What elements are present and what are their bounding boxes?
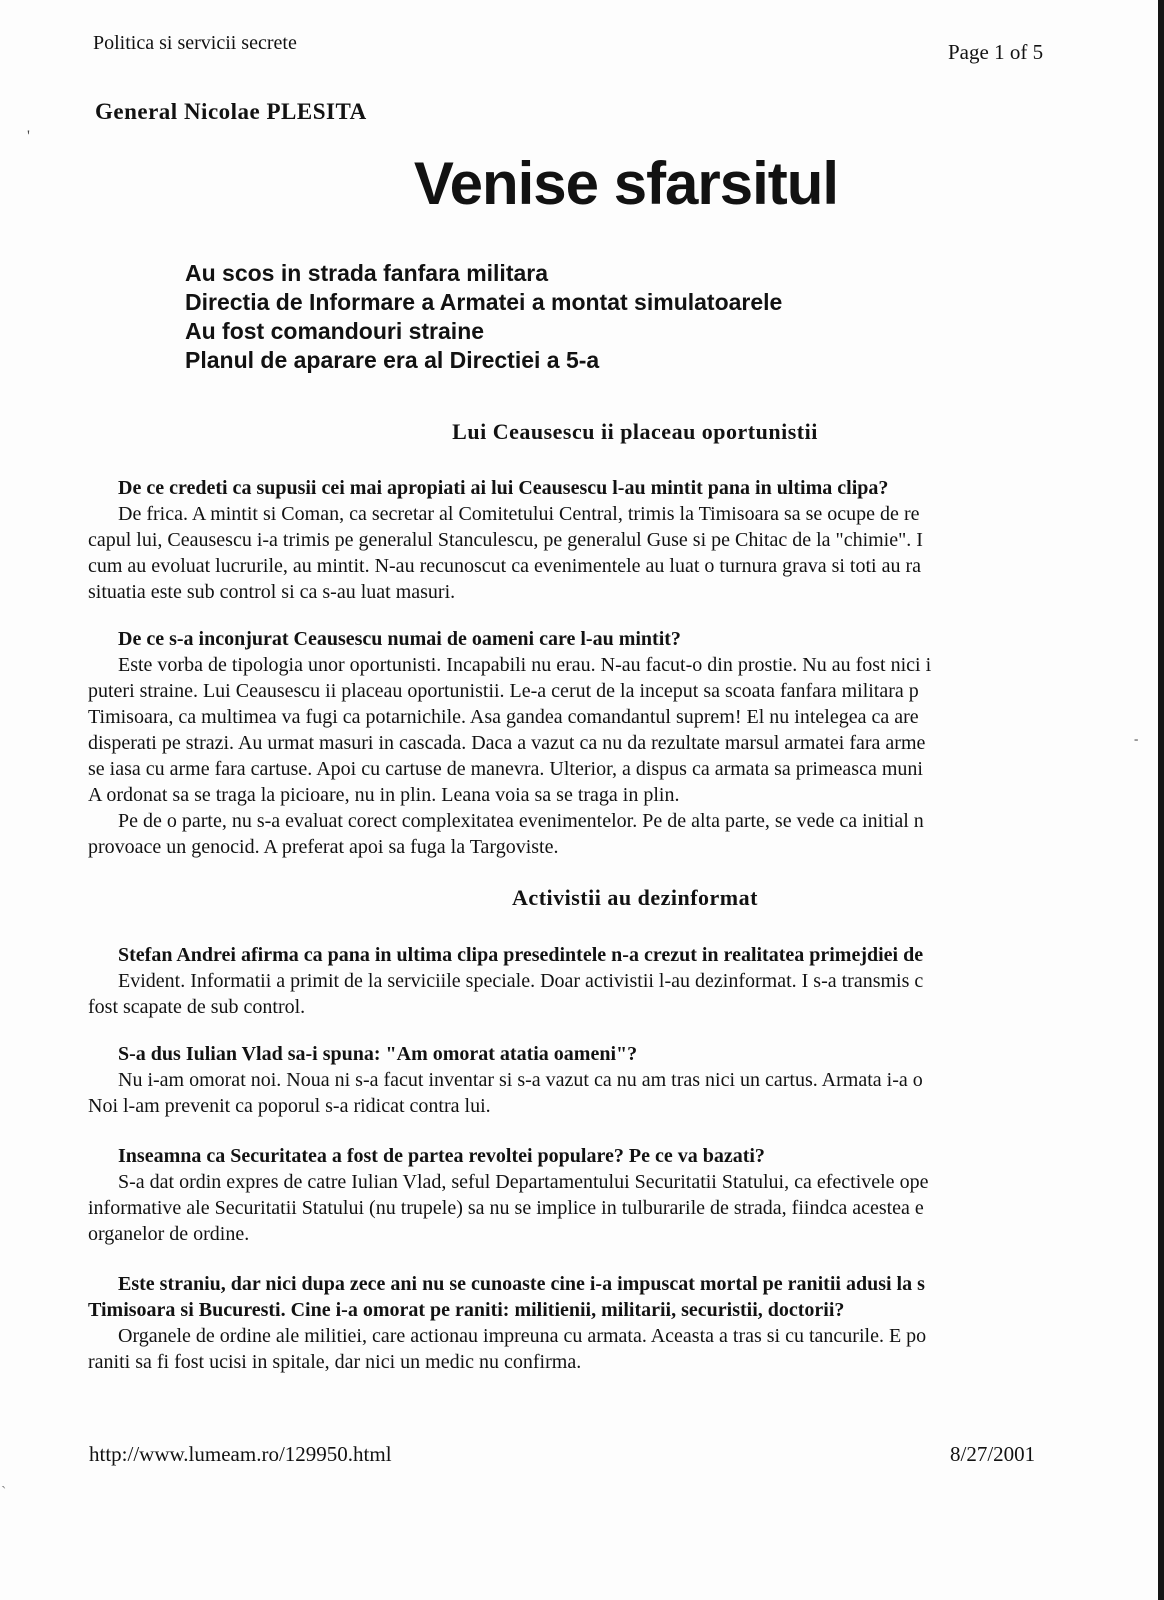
answer-line: Nu i-am omorat noi. Noua ni s-a facut inventar si s-a vazut ca nu am tras nici un cartus. Armata i-a o [118, 1069, 923, 1091]
answer-line: provoace un genocid. A preferat apoi sa fuga la Targoviste. [88, 836, 559, 858]
question: De ce credeti ca supusii cei mai apropiati ai lui Ceausescu l-au mintit pana in ultima clipa? [118, 477, 889, 499]
answer-line: se iasa cu arme fara cartuse. Apoi cu cartuse de manevra. Ulterior, a dispus ca armata sa primeasca muni [88, 758, 923, 780]
answer-line: disperati pe strazi. Au urmat masuri in cascada. Daca a vazut ca nu da rezultate marsul armatei fara arme [88, 732, 926, 754]
answer-line: Pe de o parte, nu s-a evaluat corect complexitatea evenimentelor. Pe de alta parte, se vede ca initial n [118, 810, 924, 832]
answer-line: Este vorba de tipologia unor oportunisti. Incapabili nu erau. N-au facut-o din prostie. Nu au fost nici i [118, 654, 932, 676]
answer [88, 1323, 1050, 1375]
subtitle-line: Au fost comandouri straine [185, 318, 485, 344]
question-line: Timisoara si Bucuresti. Cine i-a omorat pe raniti: militienii, militarii, securistii, doctorii? [88, 1299, 845, 1321]
running-header-title: Politica si servicii secrete [93, 32, 297, 54]
answer [88, 652, 1050, 808]
answer-line: Timisoara, ca multimea va fugi ca potarnichile. Asa gandea comandantul suprem! El nu intelegea ca are [88, 706, 919, 728]
answer [88, 501, 1050, 605]
answer [88, 1169, 1050, 1247]
subtitle-line: Planul de aparare era al Directiei a 5-a [185, 347, 600, 373]
source-url: http://www.lumeam.ro/129950.html [89, 1442, 392, 1466]
scan-artifact-speck: ' [27, 128, 30, 145]
answer-line: raniti sa fi fost ucisi in spitale, dar nici un medic nu confirma. [88, 1351, 582, 1373]
answer-line: fost scapate de sub control. [88, 996, 306, 1018]
question: Inseamna ca Securitatea a fost de partea revoltei populare? Pe ce va bazati? [118, 1145, 765, 1167]
answer-line: cum au evoluat lucrurile, au mintit. N-au recunoscut ca evenimentele au luat o turnura grava si toti au ra [88, 555, 922, 577]
answer-line: S-a dat ordin expres de catre Iulian Vlad, seful Departamentului Securitatii Statului, ca efectivele ope [118, 1171, 929, 1193]
answer-line: capul lui, Ceausescu i-a trimis pe generalul Stanculescu, pe generalul Guse si pe Chitac de la "chimie". I [88, 529, 923, 551]
answer-line: De frica. A mintit si Coman, ca secretar al Comitetului Central, trimis la Timisoara sa se ocupe de re [118, 503, 920, 525]
answer [88, 1067, 1050, 1119]
answer [88, 968, 1050, 1020]
print-date: 8/27/2001 [950, 1442, 1036, 1466]
scan-edge-strip [1158, 0, 1164, 1600]
section-heading: Activistii au dezinformat [512, 885, 758, 910]
page-number: Page 1 of 5 [948, 40, 1044, 64]
scan-artifact-speck: ` [1, 1484, 7, 1501]
answer-line: informative ale Securitatii Statului (nu trupele) sa nu se implice in tulburarile de strada, fiindca acestea e [88, 1197, 924, 1219]
question-line: Este straniu, dar nici dupa zece ani nu se cunoaste cine i-a impuscat mortal pe ranitii adusi la s [118, 1273, 925, 1295]
answer-paragraph [88, 808, 1050, 860]
subtitle-list [185, 259, 782, 375]
section-heading: Lui Ceausescu ii placeau oportunistii [452, 419, 818, 444]
answer-line: Organele de ordine ale militiei, care actionau impreuna cu armata. Aceasta a tras si cu tancurile. E po [118, 1325, 927, 1347]
answer-line: A ordonat sa se traga la picioare, nu in plin. Leana voia sa se traga in plin. [88, 784, 680, 806]
subtitle-line: Au scos in strada fanfara militara [185, 260, 549, 286]
question: S-a dus Iulian Vlad sa-i spuna: "Am omorat atatia oameni"? [118, 1043, 638, 1065]
question: De ce s-a inconjurat Ceausescu numai de oameni care l-au mintit? [118, 628, 681, 650]
question-multiline [88, 1271, 1050, 1323]
subtitle-line: Directia de Informare a Armatei a montat simulatoarele [185, 289, 783, 315]
article-body [88, 419, 1050, 1375]
answer-line: organelor de ordine. [88, 1223, 250, 1245]
scan-artifact-speck: - [1134, 731, 1139, 746]
answer-line: Evident. Informatii a primit de la serviciile speciale. Doar activistii l-au dezinformat. I s-a transmis c [118, 970, 924, 992]
question: Stefan Andrei afirma ca pana in ultima clipa presedintele n-a crezut in realitatea primejdiei de [118, 944, 924, 966]
answer-line: situatia este sub control si ca s-au luat masuri. [88, 581, 456, 603]
article-title: Venise sfarsitul [413, 150, 839, 217]
answer-line: Noi l-am prevenit ca poporul s-a ridicat contra lui. [88, 1095, 491, 1117]
answer-line: puteri straine. Lui Ceausescu ii placeau oportunistii. Le-a cerut de la inceput sa scoata fanfara militara p [88, 680, 919, 702]
author-byline: General Nicolae PLESITA [95, 99, 367, 124]
